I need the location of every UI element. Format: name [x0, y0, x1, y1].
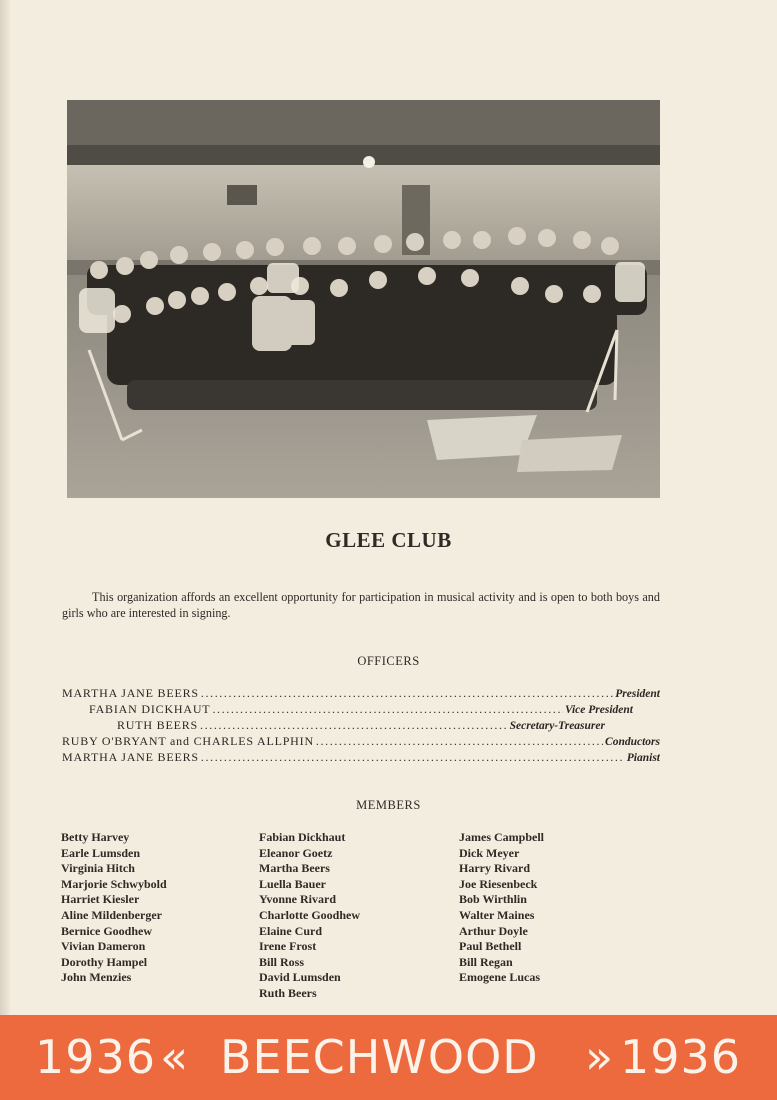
member-name: Eleanor Goetz [259, 845, 333, 860]
member-name: Yvonne Rivard [259, 892, 337, 907]
member-name: Arthur Doyle [459, 923, 528, 938]
footer-yearbook-name: BEECHWOOD [220, 1030, 539, 1084]
member-name: Harriet Kiesler [61, 892, 140, 907]
member-name: Dick Meyer [459, 845, 520, 860]
footer-year-left: 1936 [35, 1030, 157, 1084]
member-name: Earle Lumsden [61, 845, 141, 860]
member-name: Walter Maines [459, 907, 535, 922]
officer-role: Pianist [626, 752, 660, 764]
page-gutter-shadow [0, 0, 10, 1015]
member-name: Bill Regan [459, 954, 513, 969]
group-photo [67, 100, 660, 498]
officers-heading: OFFICERS [357, 654, 420, 668]
officer-row [62, 749, 660, 765]
leader-dots [316, 733, 603, 749]
member-name: Bill Ross [259, 954, 305, 969]
member-name: Joe Riesenbeck [459, 876, 538, 891]
member-name: Bob Wirthlin [459, 892, 527, 907]
member-name: Betty Harvey [61, 830, 130, 844]
member-name: Paul Bethell [459, 939, 522, 954]
member-name: David Lumsden [259, 970, 341, 985]
description [62, 589, 660, 621]
leader-dots [201, 685, 613, 701]
member-name: Fabian Dickhaut [259, 830, 346, 844]
footer-quote-right: » [585, 1030, 615, 1084]
officer-name: MARTHA JANE BEERS [62, 750, 199, 764]
member-name: Irene Frost [259, 939, 317, 954]
officer-name: RUTH BEERS [117, 718, 199, 732]
page-title: GLEE CLUB [325, 528, 452, 552]
description-text: This organization affords an excellent opportunity for participation in musical activity and is open to both boys and girls who are interested in signing. [62, 590, 660, 620]
member-name: Martha Beers [259, 861, 330, 876]
officer-row [117, 717, 605, 733]
leader-dots [200, 717, 508, 733]
leader-dots [201, 749, 625, 765]
members-column-1 [61, 830, 251, 986]
footer-quote-left: « [160, 1030, 190, 1084]
members-heading: MEMBERS [356, 798, 421, 812]
member-name: Marjorie Schwybold [61, 876, 167, 891]
member-name: John Menzies [61, 970, 132, 985]
member-name: Emogene Lucas [459, 970, 540, 985]
member-name: Elaine Curd [259, 923, 323, 938]
officer-role: Vice President [564, 704, 633, 716]
member-name: Luella Bauer [259, 876, 327, 891]
officer-name: FABIAN DICKHAUT [89, 702, 211, 716]
officer-role: President [615, 688, 660, 700]
member-name: Virginia Hitch [61, 861, 135, 876]
officer-name: RUBY O'BRYANT and CHARLES ALLPHIN [62, 734, 314, 748]
member-name: Ruth Beers [259, 985, 317, 1000]
yearbook-footer-banner [0, 1015, 777, 1100]
member-name: Harry Rivard [459, 861, 530, 876]
officer-row [62, 685, 660, 701]
member-name: James Campbell [459, 830, 544, 844]
leader-dots [212, 701, 563, 717]
member-name: Dorothy Hampel [61, 954, 148, 969]
members-column-3 [459, 830, 649, 986]
footer-year-right: 1936 [620, 1030, 742, 1084]
officer-row [62, 733, 660, 749]
officer-role: Secretary-Treasurer [509, 720, 605, 732]
officer-name: MARTHA JANE BEERS [62, 686, 199, 700]
officer-row [89, 701, 633, 717]
officer-role: Conductors [605, 736, 660, 748]
member-name: Bernice Goodhew [61, 923, 152, 938]
member-name: Aline Mildenberger [61, 907, 162, 922]
member-name: Charlotte Goodhew [259, 907, 360, 922]
members-column-2 [259, 830, 449, 1002]
member-name: Vivian Dameron [61, 939, 146, 954]
